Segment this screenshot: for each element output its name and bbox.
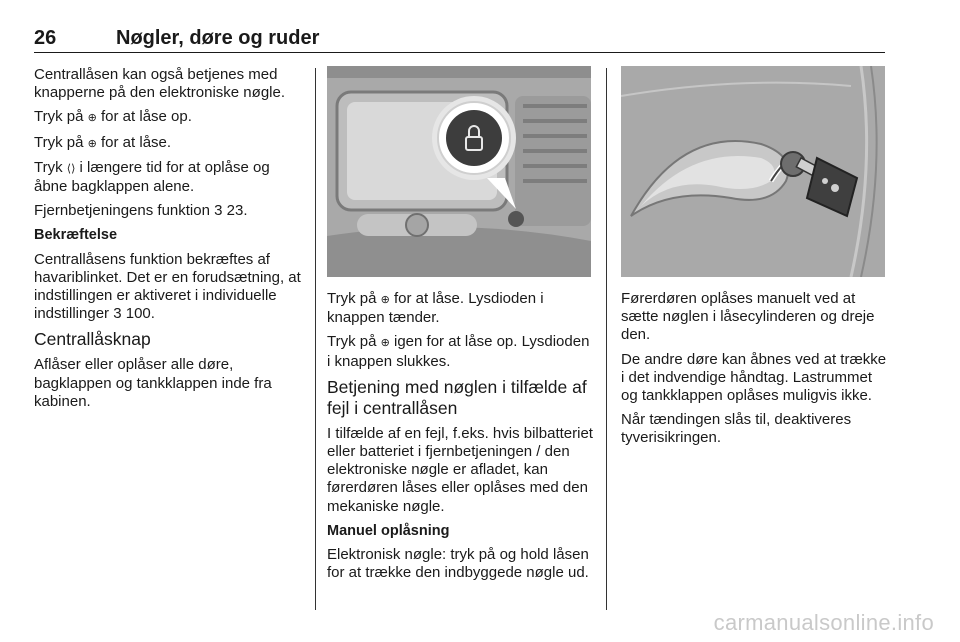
text: Tryk på [327, 333, 381, 351]
lock-icon: ⊕ [380, 337, 390, 350]
text: for at låse. Lysdioden i knappen tænder. [327, 290, 544, 327]
page-number: 26 [34, 27, 57, 49]
text: Tryk på [34, 133, 88, 151]
paragraph [34, 159, 306, 196]
text: igen for at låse op. Lysdioden i knappen slukkes. [327, 333, 590, 370]
paragraph [34, 134, 306, 153]
page-header [34, 24, 885, 53]
dashboard-lock-figure [327, 66, 591, 277]
tailgate-icon: ⟨⟩ [66, 162, 76, 175]
text: for at låse op. [96, 108, 192, 126]
column-divider [315, 68, 316, 610]
paragraph: De andre døre kan åbnes ved at trække i det indvendige håndtag. Lastrummet og tankklappen oplåses muligvis ikke. [621, 350, 887, 405]
page-title: Nøgler, døre og ruder [116, 27, 320, 49]
unlock-icon: ⊕ [87, 112, 97, 125]
text: Tryk [34, 158, 67, 176]
text: i længere tid for at oplåse og åbne bagklappen alene. [34, 158, 270, 196]
paragraph [34, 108, 306, 127]
lock-icon: ⊕ [380, 294, 390, 306]
column-3 [621, 290, 887, 454]
paragraph [327, 333, 593, 370]
paragraph: Centrallåsen kan også betjenes med knapperne på den elektroniske nøgle. [34, 66, 286, 102]
text: Tryk på [34, 108, 88, 126]
door-handle-key-illustration [621, 66, 885, 277]
subheading: Manuel oplåsning [327, 522, 450, 539]
door-key-figure [621, 66, 885, 277]
page-reference[interactable]: 3 23. [214, 202, 248, 220]
column-1 [34, 66, 306, 417]
paragraph: Førerdøren oplåses manuelt ved at sætte nøglen i låsecylinderen og dreje den. [621, 290, 875, 344]
paragraph [34, 251, 306, 324]
column-divider [606, 68, 607, 610]
watermark: carmanualsonline.info [713, 610, 934, 635]
lock-icon: ⊕ [87, 137, 97, 150]
page-reference[interactable]: 3 100. [113, 305, 155, 323]
paragraph: Elektronisk nøgle: tryk på og hold låsen for at trække den indbyggede nøgle ud. [327, 546, 589, 582]
central-lock-button-illustration [327, 66, 591, 277]
section-heading: Centrallåsknap [34, 329, 151, 350]
text: Fjernbetjeningens funktion [34, 202, 215, 220]
paragraph [34, 202, 306, 220]
paragraph: Aflåser eller oplåser alle døre, bagklappen og tankklappen inde fra kabinen. [34, 356, 272, 410]
paragraph: I tilfælde af en fejl, f.eks. hvis bilbatteriet eller batteriet i fjernbetjeningen / den elektroniske nøgle er afladet, kan førerdøren låses eller oplåses med den mekaniske nøgle. [327, 424, 593, 515]
text: Centrallåsens funktion bekræftes af havariblinket. Det er en forudsætning, at indstillingen er aktiveret i individuelle indstillinger [34, 250, 301, 323]
section-heading: Betjening med nøglen i tilfælde af fejl i centrallåsen [327, 376, 587, 418]
text: Tryk på [327, 290, 381, 307]
column-2 [327, 290, 593, 588]
paragraph: Når tændingen slås til, deaktiveres tyverisikringen. [621, 411, 852, 447]
text: for at låse. [96, 133, 172, 151]
paragraph [327, 290, 593, 327]
subheading: Bekræftelse [34, 227, 118, 244]
